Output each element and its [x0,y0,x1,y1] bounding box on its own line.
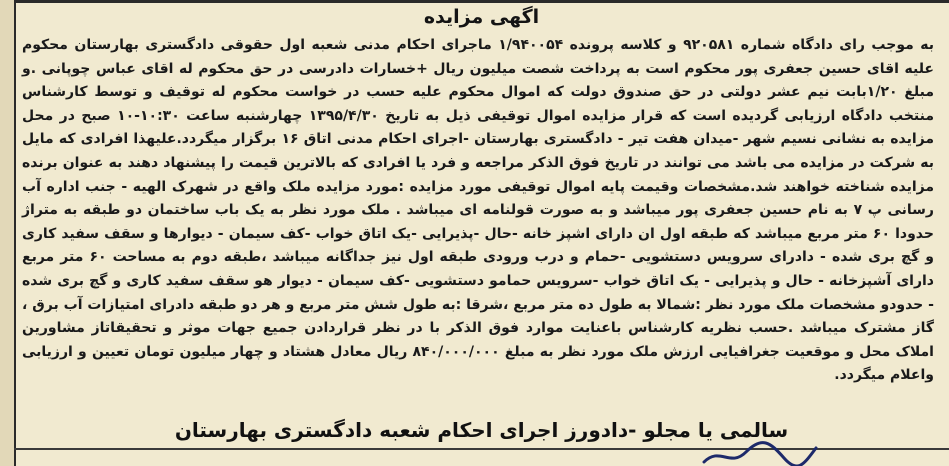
notice-title: اگهی مزایده [423,6,540,28]
handwritten-mark-icon [700,438,820,466]
page-edge [0,0,16,466]
top-border [14,0,949,3]
notice-body: به موجب رای دادگاه شماره ۹۲۰۵۸۱ و کلاسه پرونده ۱/۹۴۰۰۵۴ ماجرای احکام مدنی شعبه اول حقوقی دادگستری بهارستان محکوم علیه اقای حسین جعفری پور محکوم است به پرداخت شصت میلیون ریال +خسارات دادرسی در حق محکوم له اقای عباس چوپانی .و مبلغ ۱/۲۰بابت نیم عشر دولتی در حق صندوق دولت که اموال محکوم علیه حسب در خواست محکوم له توقیف و توسط کارشناس منتخب دادگاه ارزیابی گردیده است که قرار مزایده اموال توقیفی ذیل به تاریخ ۱۳۹۵/۴/۳۰ چهارشنبه ساعت ۱۰:۳۰-۱۰ صبح در محل مزایده به نشانی نسیم شهر -میدان هفت تیر - دادگستری بهارستان -اجرای احکام مدنی اتاق ۱۶ برگزار میگردد.علیهذا افرادی که مایل به شرکت در مزایده می باشد می توانند در تاریخ فوق الذکر مراجعه و فرد یا افرادی که بالاترین قیمت را پیشنهاد دهند به عنوان برنده مزایده شناخته خواهند شد.مشخصات وقیمت پایه اموال توقیفی مورد مزایده :مورد مزایده ملک واقع در شهرک الهیه - جنب اداره آب رسانی پ ۷ به نام حسین جعفری پور میباشد و به صورت قولنامه ای میباشد . ملک مورد نظر به یک باب ساختمان دو طبقه به متراژ حدودا ۶۰ متر مربع میباشد که طبقه اول ان دارای اشپز خانه -حال -پذیرایی -یک اتاق خواب -کف سیمان - دیوارها و سقف سفید کاری و گچ بری شده - دادرای سرویس دستشویی -حمام و درب ورودی طبقه اول نیز جداگانه میباشد ،طبقه دوم به مساحت ۶۰ متر مربع دارای آشپزخانه - حال و پذیرایی - یک اتاق خواب -سرویس حمامو دستشویی -کف سیمان - دیوار هو سقف سفید کاری و گچ بری شده - حدودو مشخصات ملک مورد نظر :شمالا به طول ده متر مربع ،شرقا :به طول شش متر مربع و هر دو طبقه دادرای امتیازات آب برق ، گاز مشترک میباشد .حسب نظریه کارشناس باعنایت موارد فوق الذکر با در نظر قراردادن جمیع جهات موثر و تحقیقاتاز مشاورین املاک محل و موقعیت جغرافیایی ارزش ملک مورد نظر به مبلغ ۸۴۰/۰۰۰/۰۰۰ ریال معادل هشتاد و چهار میلیون تومان تعیین و ارزیابی واعلام میگردد. [22,37,935,384]
notice-signature: سالمی یا مجلو -دادورز اجرای احکام شعبه دادگستری بهارستان [174,418,789,442]
